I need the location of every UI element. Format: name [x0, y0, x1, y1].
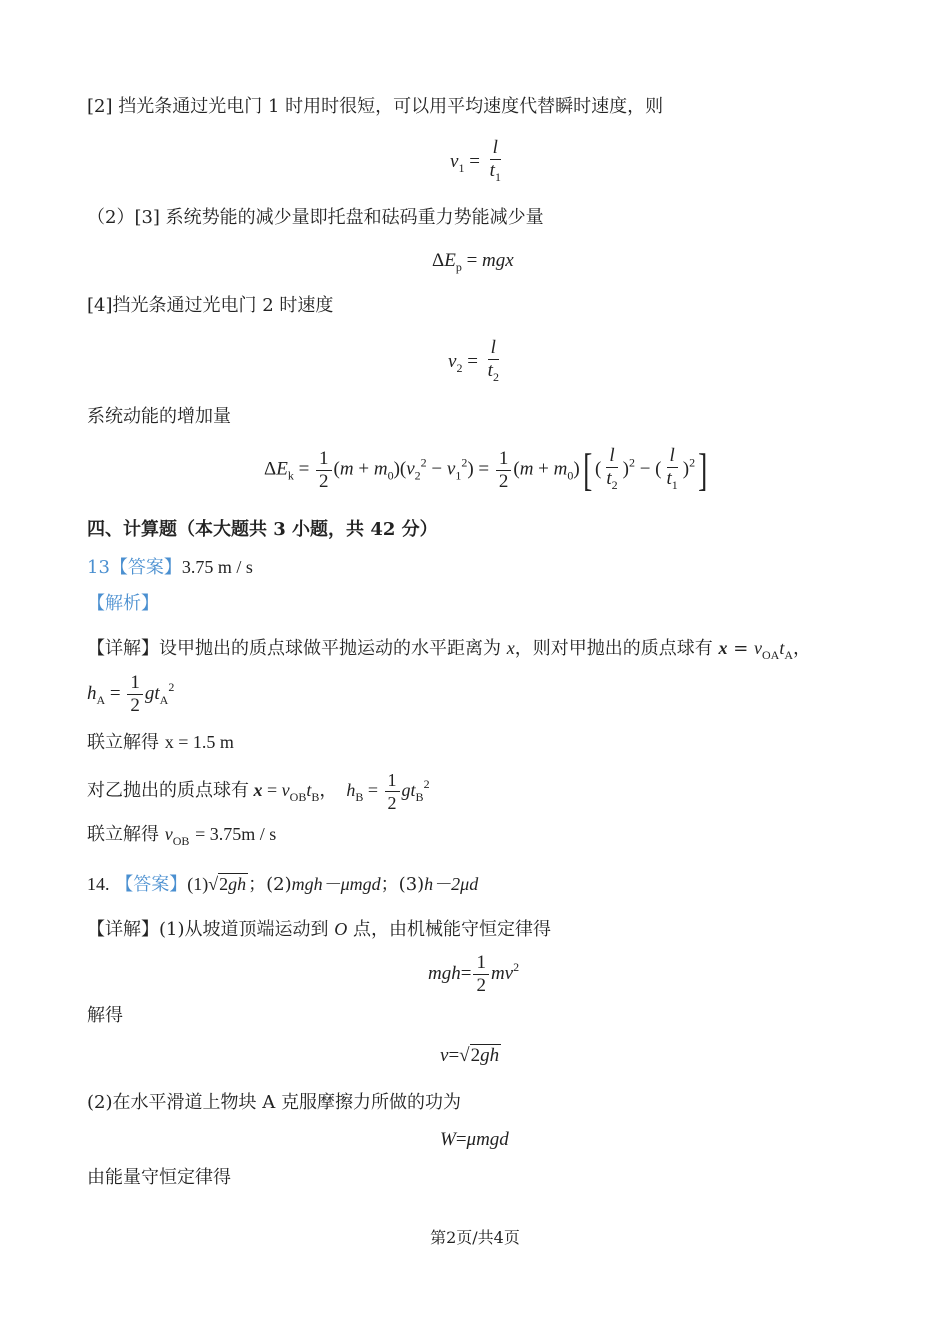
detail-13-line: 【详解】设甲抛出的质点球做平抛运动的水平距离为 x，则对甲抛出的质点球有 $x = v_{OA}t_A$， [87, 638, 812, 662]
lianli-label-1: 联立解得 [87, 732, 159, 753]
q13-number: 13 [87, 557, 110, 578]
page-footer: 第2页/共4页 [430, 1228, 520, 1247]
equation-delta-ep: $\Delta E_p$ = mgx [432, 250, 514, 274]
q13-answer-value: 3.75 m / s [181, 557, 253, 577]
q14-ans-3: mgh－μmgd [291, 874, 381, 894]
equation-w: W=μmgd [440, 1129, 509, 1150]
detail-13-text-a: 设甲抛出的质点球做平抛运动的水平距离为 [159, 638, 501, 659]
q14-ans-4: ；(3) [380, 874, 425, 895]
equation-v: v=√2gh [440, 1045, 500, 1066]
equation-v1: $v_1$ = $\frac{l}{t_1}$ [450, 137, 501, 184]
equation-ha: $h_A$ = $\frac{1}{2}$ $gt_A^2$ [87, 672, 175, 716]
q13-answer-tag: 【答案】 [109, 557, 182, 578]
energy-conservation-line: 由能量守恒定律得 [87, 1167, 231, 1188]
section-heading: 四、计算题（本大题共 3 小题，共 42 分） [87, 519, 438, 540]
detail-14-text: (1)从坡道顶端运动到 [159, 919, 329, 940]
q14-ans-1: (1) [187, 874, 209, 894]
lianli-line-1 [87, 730, 234, 755]
yi-line: 对乙抛出的质点球有 $x = v_{OB}t_B$， $h_B$ = $\frac{1}{2}$ $gt_B^2$ [87, 770, 430, 814]
lianli-line-2: 联立解得 $v_{OB} = 3.75m / s$ [87, 824, 277, 848]
text-line-3: [4]挡光条通过光电门 2 时速度 [87, 295, 334, 316]
lianli-label-2: 联立解得 [87, 824, 159, 845]
equation-delta-ek: $\Delta E_k$ = $\frac{1}{2}$ $(m + m_0)(v_2^2 - v_1^2)$ = $\frac{1}{2}$ $(m + m_0)$[ ( $\frac{l}{t_2}$ )$^2$ − ( $\frac{l}{t_1}$ )$^2$] [264, 444, 708, 495]
detail-14-text-b: 点，由机械能守恒定律得 [352, 919, 551, 940]
jiexi-tag: 【解析】 [87, 593, 159, 614]
detail-14-line: 【详解】(1)从坡道顶端运动到 O 点，由机械能守恒定律得 [87, 919, 551, 940]
jiede-line: 解得 [87, 1005, 123, 1026]
text-line-1: [2] 挡光条通过光电门 1 时用时很短，可以用平均速度代替瞬时速度，则 [87, 96, 664, 117]
text-line-4: 系统动能的增加量 [87, 406, 231, 427]
q14-answer-line: 14. 【答案】(1)√2gh ；(2)mgh－μmgd；(3)h－2μd [87, 874, 479, 895]
detail-tag: 【详解】 [87, 638, 159, 659]
q13-answer-line [87, 555, 253, 580]
detail-tag-14: 【详解】 [87, 919, 159, 940]
lianli-value-2: = 3.75m / s [195, 824, 277, 844]
q14-ans-5: h－2μd [424, 874, 479, 894]
detail-13-text-b: 则对甲抛出的质点球有 [532, 638, 713, 659]
text-line-2: （2）[3] 系统势能的减少量即托盘和砝码重力势能减少量 [87, 207, 544, 228]
q14-ans-2: ；(2) [248, 874, 292, 895]
q14-number: 14. [87, 874, 110, 894]
equation-v2: $v_2$ = $\frac{l}{t_2}$ [448, 337, 499, 384]
friction-work-line: (2)在水平滑道上物块 A 克服摩擦力所做的功为 [87, 1092, 461, 1113]
lianli-value-1: x = 1.5 m [164, 732, 234, 752]
q14-answer-tag: 【答案】 [115, 874, 188, 895]
equation-energy: mgh= $\frac{1}{2}$ $mv^2$ [428, 952, 520, 996]
yi-text: 对乙抛出的质点球有 [87, 780, 249, 801]
